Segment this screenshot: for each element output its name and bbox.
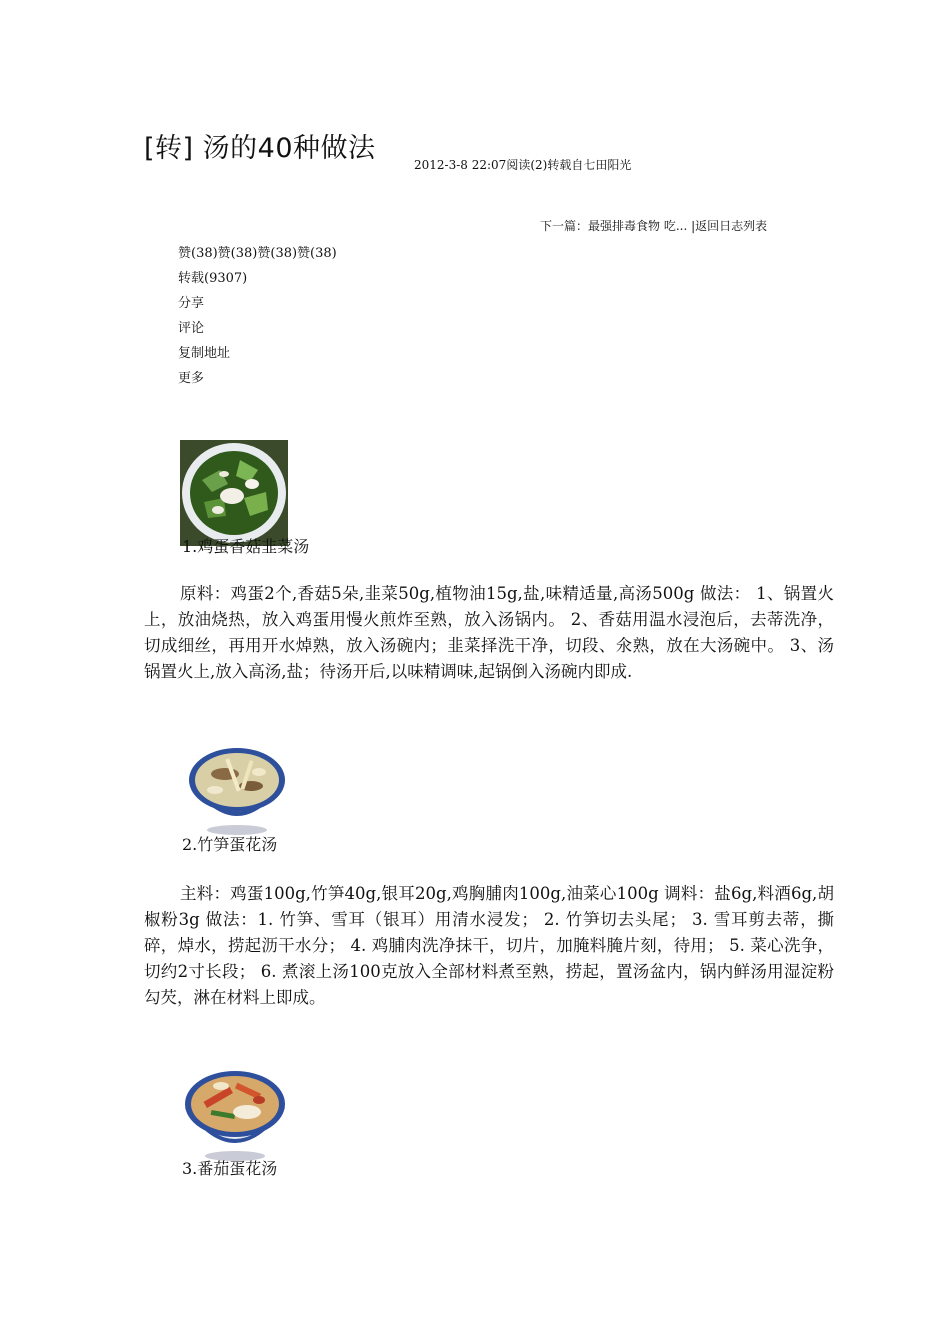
like-buttons[interactable]: 赞(38)赞(38)赞(38)赞(38) — [178, 246, 337, 261]
recipe-1-photo — [180, 440, 288, 546]
page-title: [转] 汤的40种做法 — [144, 133, 376, 164]
comment-button[interactable]: 评论 — [178, 321, 205, 336]
recipe-2-text: 主料：鸡蛋100g,竹笋40g,银耳20g,鸡胸脯肉100g,油菜心100g 调料：盐6g,料酒6g,胡椒粉3g 做法：1. 竹笋、雪耳（银耳）用清水浸发； 2. 竹笋切去头尾； 3. 雪耳剪去蒂，撕碎，焯水，捞起沥干水分； 4. 鸡脯肉洗净抹干，切片，加腌料腌片刻，待用； 5. 菜心洗争，切约2寸长段； 6. 煮滚上汤100克放入全部材料煮至熟，捞起，置汤盆内，锅内鲜汤用湿淀粉勾芡，淋在材料上即成。 — [144, 884, 834, 1007]
recipe-2-caption: 2.竹笋蛋花汤 — [182, 835, 278, 854]
recipe-2-photo — [185, 742, 289, 836]
more-button[interactable]: 更多 — [178, 371, 205, 386]
next-post-link[interactable]: 下一篇：最强排毒食物 吃... — [540, 219, 692, 233]
post-nav — [540, 217, 767, 234]
reshare-button[interactable]: 转载(9307) — [178, 271, 248, 286]
post-meta: 2012-3-8 22:07阅读(2)转载自七田阳光 — [414, 158, 632, 172]
copy-address-button[interactable]: 复制地址 — [178, 346, 231, 361]
action-list — [178, 241, 337, 391]
share-button[interactable]: 分享 — [178, 296, 205, 311]
recipe-3-caption: 3.番茄蛋花汤 — [182, 1159, 278, 1178]
back-to-list-link[interactable]: |返回日志列表 — [691, 219, 768, 233]
recipe-1-caption: 1.鸡蛋香菇韭菜汤 — [182, 537, 310, 556]
recipe-3-photo — [181, 1066, 289, 1162]
recipe-1-text: 原料：鸡蛋2个,香菇5朵,韭菜50g,植物油15g,盐,味精适量,高汤500g 做法： 1、锅置火上，放油烧热，放入鸡蛋用慢火煎炸至熟，放入汤锅内。 2、香菇用温水浸泡后，去蒂洗净，切成细丝，再用开水焯熟，放入汤碗内；韭菜择洗干净，切段、氽熟，放在大汤碗中。 3、汤锅置火上,放入高汤,盐；待汤开后,以味精调味,起锅倒入汤碗内即成. — [144, 584, 834, 681]
